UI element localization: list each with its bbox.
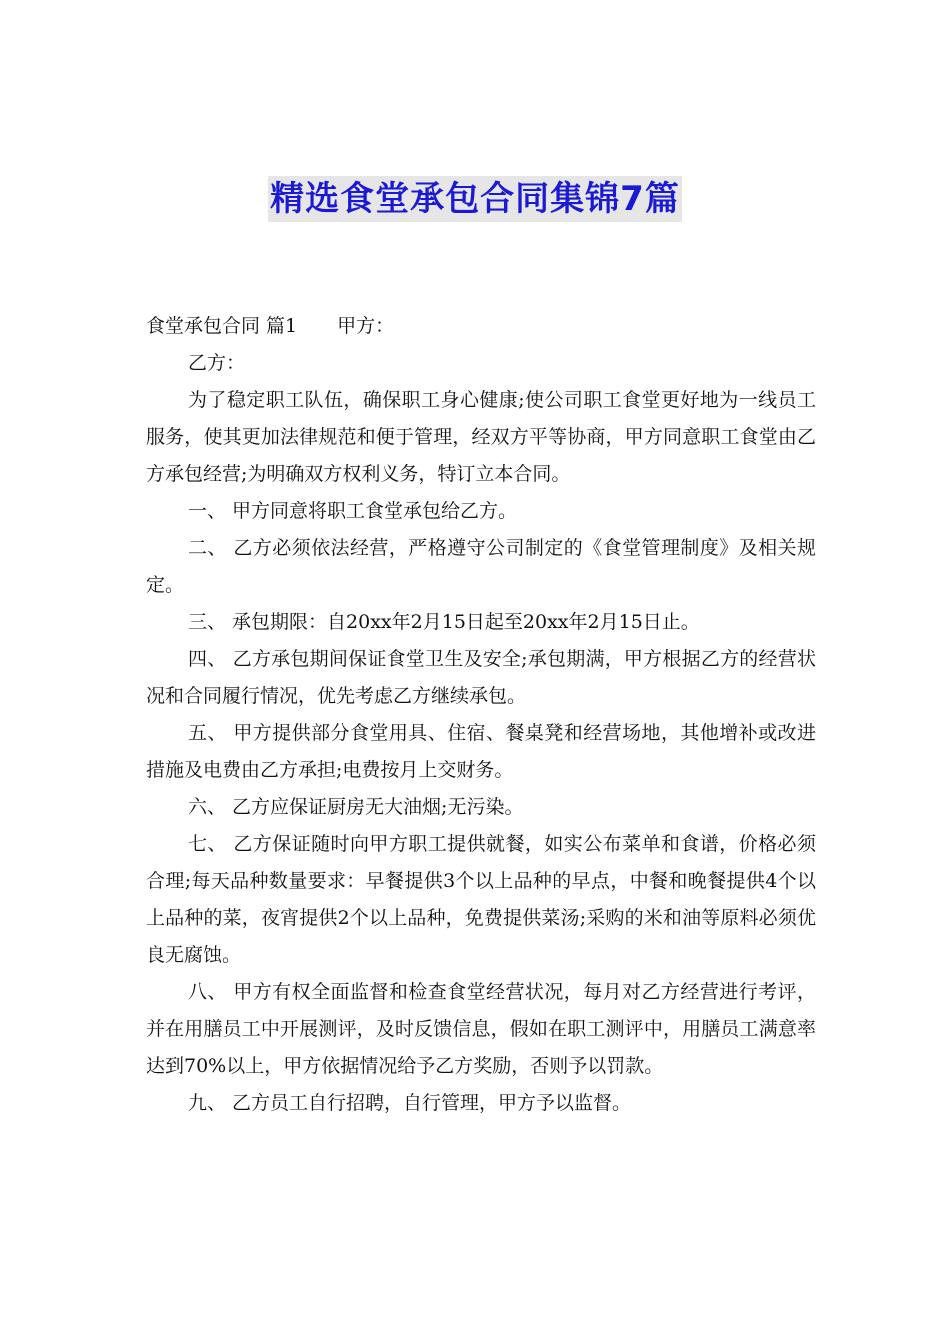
clause-4: 四、 乙方承包期间保证食堂卫生及安全;承包期满，甲方根据乙方的经营状况和合同履行情况，优先考虑乙方继续承包。 <box>146 648 816 707</box>
clause-8: 八、 甲方有权全面监督和检查食堂经营状况，每月对乙方经营进行考评，并在用膳员工中开展测评，及时反馈信息，假如在职工测评中，用膳员工满意率达到70%以上，甲方依据情况给予乙方奖励，否则予以罚款。 <box>146 981 816 1077</box>
clause-1: 一、 甲方同意将职工食堂承包给乙方。 <box>188 500 518 522</box>
clause-5: 五、 甲方提供部分食堂用具、住宿、餐桌凳和经营场地，其他增补或改进措施及电费由乙方承担;电费按月上交财务。 <box>146 722 816 781</box>
party-a-label: 甲方： <box>337 315 395 337</box>
document-title: 精选食堂承包合同集锦7篇 <box>268 176 682 222</box>
clause-9: 九、 乙方员工自行招聘，自行管理，甲方予以监督。 <box>188 1092 632 1114</box>
clause-7: 七、 乙方保证随时向甲方职工提供就餐，如实公布菜单和食谱，价格必须合理;每天品种数量要求：早餐提供3个以上品种的早点，中餐和晚餐提供4个以上品种的菜，夜宵提供2个以上品种，免费提供菜汤;采购的米和油等原料必须优良无腐蚀。 <box>146 833 816 966</box>
clause-2: 二、 乙方必须依法经营，严格遵守公司制定的《食堂管理制度》及相关规定。 <box>146 537 816 596</box>
contract-heading: 食堂承包合同 篇1 <box>146 315 298 337</box>
clause-6: 六、 乙方应保证厨房无大油烟;无污染。 <box>188 796 524 818</box>
contract-heading-line <box>146 308 816 345</box>
preamble-paragraph: 为了稳定职工队伍，确保职工身心健康;使公司职工食堂更好地为一线员工服务，使其更加法律规范和便于管理，经双方平等协商，甲方同意职工食堂由乙方承包经营;为明确双方权利义务，特订立本合同。 <box>146 389 816 485</box>
party-b-label: 乙方： <box>188 352 246 374</box>
document-body <box>146 308 816 1122</box>
clause-3: 三、 承包期限：自20xx年2月15日起至20xx年2月15日止。 <box>188 611 700 633</box>
title-container <box>0 176 950 222</box>
